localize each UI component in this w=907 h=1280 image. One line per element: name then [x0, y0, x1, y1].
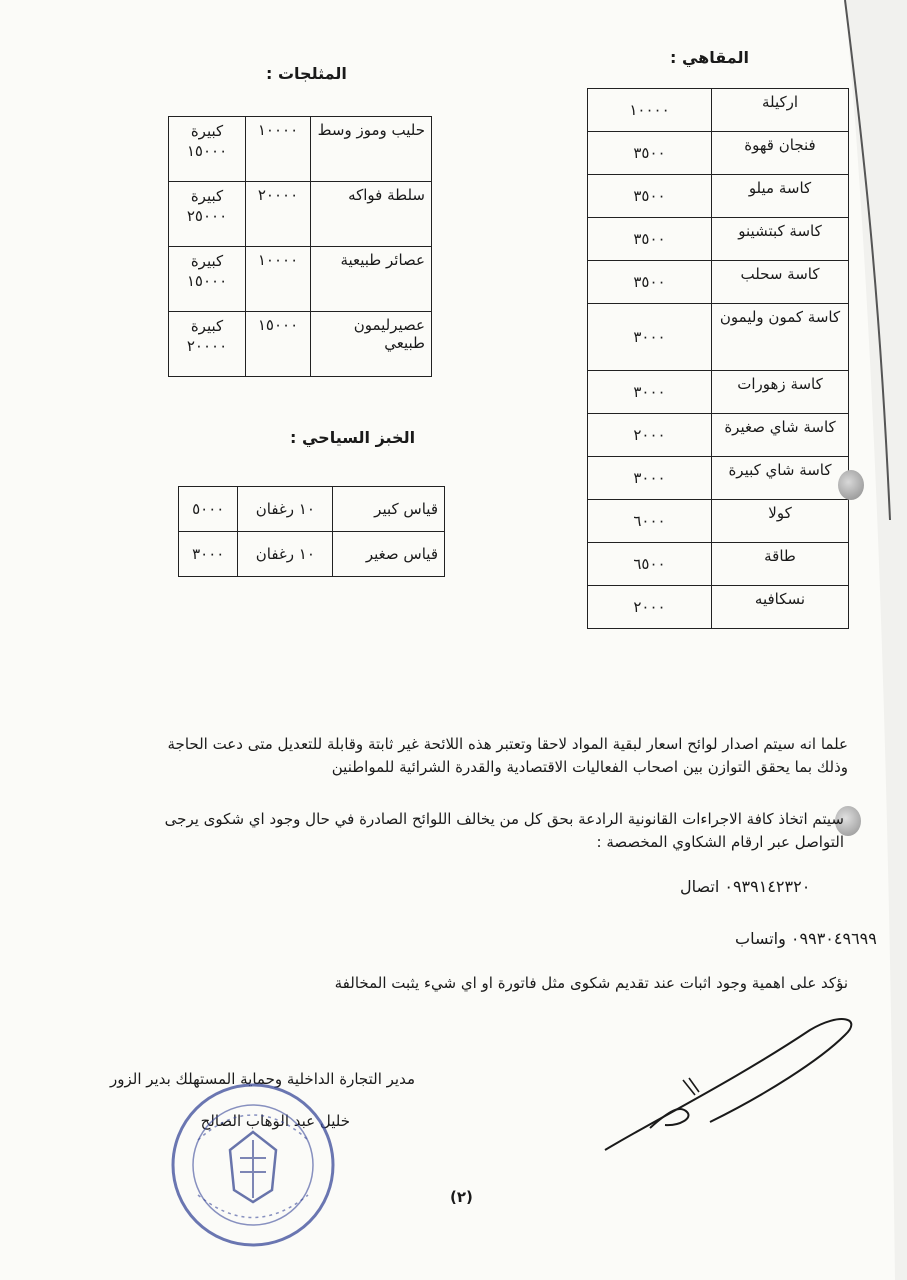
item-price: ٢٠٠٠ — [588, 586, 712, 629]
item-price: ٣٠٠٠ — [588, 371, 712, 414]
item-price: ٢٠٠٠ — [588, 414, 712, 457]
item-price: ٦٠٠٠ — [588, 500, 712, 543]
cafe-price-table — [587, 88, 849, 629]
bread-qty: ١٠ رغفان — [238, 532, 333, 577]
item-name: كاسة ميلو — [712, 175, 849, 218]
note-line: وذلك بما يحقق التوازن بين اصحاب الفعاليات الاقتصادية والقدرة الشرائية للمواطنين — [331, 758, 848, 777]
item-price: ٣٠٠٠ — [588, 304, 712, 371]
bread-price-table — [178, 486, 445, 577]
item-price: ٦٥٠٠ — [588, 543, 712, 586]
item-name: كولا — [712, 500, 849, 543]
large-price: ١٥٠٠٠ — [186, 272, 228, 291]
item-name: عصائر طبيعية — [311, 247, 432, 312]
table-row — [588, 414, 849, 457]
item-price: ١٠٠٠٠ — [246, 247, 311, 312]
notes-paragraph-2 — [120, 808, 844, 855]
item-price: ١٠٠٠٠ — [246, 117, 311, 182]
bread-price: ٣٠٠٠ — [179, 532, 238, 577]
notes-paragraph-1 — [120, 733, 848, 780]
item-price: ٣٥٠٠ — [588, 175, 712, 218]
table-row — [588, 304, 849, 371]
item-name: فنجان قهوة — [712, 132, 849, 175]
item-name: كاسة كبتشينو — [712, 218, 849, 261]
page-number: (٢) — [450, 1188, 473, 1206]
punch-hole — [838, 470, 864, 500]
table-row — [169, 182, 432, 247]
item-name: كاسة شاي صغيرة — [712, 414, 849, 457]
table-row — [588, 457, 849, 500]
bread-title: الخبز السياحي : — [290, 428, 416, 447]
table-row — [588, 371, 849, 414]
table-row — [179, 532, 445, 577]
official-stamp — [168, 1080, 338, 1250]
large-label: كبيرة — [190, 122, 224, 140]
item-price: ٣٥٠٠ — [588, 261, 712, 304]
item-price: ١٠٠٠٠ — [588, 89, 712, 132]
item-name: سلطة فواكه — [311, 182, 432, 247]
table-row — [169, 312, 432, 377]
item-price: ٣٠٠٠ — [588, 457, 712, 500]
note-line: علما انه سيتم اصدار لوائح اسعار لبقية المواد لاحقا وتعتبر هذه اللائحة غير ثابتة وقابلة للتعديل متى دعت الحاجة — [167, 735, 848, 753]
item-price: ٣٥٠٠ — [588, 218, 712, 261]
item-name: نسكافيه — [712, 586, 849, 629]
item-name: عصيرليمون طبيعي — [311, 312, 432, 377]
large-price: ١٥٠٠٠ — [186, 142, 228, 161]
signature-role: مدير التجارة الداخلية وحماية المستهلك بدير الزور — [110, 1070, 415, 1088]
bread-size: قياس صغير — [333, 532, 445, 577]
cafe-title: المقاهي : — [670, 48, 749, 67]
large-price: ٢٠٠٠٠ — [186, 337, 228, 356]
bread-price: ٥٠٠٠ — [179, 487, 238, 532]
table-row — [588, 89, 849, 132]
item-name: حليب وموز وسط — [311, 117, 432, 182]
phone-call: ٠٩٣٩١٤٢٣٢٠ اتصال — [680, 877, 811, 896]
phone-whatsapp: ٠٩٩٣٠٤٩٦٩٩ واتساب — [735, 929, 877, 948]
item-name: طاقة — [712, 543, 849, 586]
large-price-cell — [169, 247, 246, 312]
table-row — [588, 218, 849, 261]
large-price-cell — [169, 312, 246, 377]
note-line: سيتم اتخاذ كافة الاجراءات القانونية الرادعة بحق كل من يخالف اللوائح الصادرة في حال وجود اي شكوى يرجى — [164, 810, 844, 828]
table-row — [588, 175, 849, 218]
ice-title: المثلجات : — [266, 64, 347, 83]
item-name: كاسة شاي كبيرة — [712, 457, 849, 500]
large-price-cell — [169, 117, 246, 182]
note-line: التواصل عبر ارقام الشكاوي المخصصة : — [596, 833, 844, 852]
large-label: كبيرة — [190, 252, 224, 270]
bread-size: قياس كبير — [333, 487, 445, 532]
large-price-cell — [169, 182, 246, 247]
item-name: كاسة كمون وليمون — [712, 304, 849, 371]
item-price: ١٥٠٠٠ — [246, 312, 311, 377]
large-price: ٢٥٠٠٠ — [186, 207, 228, 226]
item-name: كاسة زهورات — [712, 371, 849, 414]
handwritten-signature — [595, 1010, 865, 1160]
ice-price-table — [168, 116, 432, 377]
table-row — [588, 586, 849, 629]
signature-name: خليل عبد الوهاب الصالح — [200, 1112, 350, 1130]
item-price: ٣٥٠٠ — [588, 132, 712, 175]
large-label: كبيرة — [190, 187, 224, 205]
note-confirm: نؤكد على اهمية وجود اثبات عند تقديم شكوى مثل فاتورة او اي شيء يثبت المخالفة — [334, 974, 848, 992]
large-label: كبيرة — [190, 317, 224, 335]
item-name: اركيلة — [712, 89, 849, 132]
table-row — [588, 500, 849, 543]
table-row — [179, 487, 445, 532]
bread-qty: ١٠ رغفان — [238, 487, 333, 532]
item-name: كاسة سحلب — [712, 261, 849, 304]
table-row — [588, 261, 849, 304]
table-row — [588, 543, 849, 586]
table-row — [169, 247, 432, 312]
item-price: ٢٠٠٠٠ — [246, 182, 311, 247]
table-row — [588, 132, 849, 175]
table-row — [169, 117, 432, 182]
